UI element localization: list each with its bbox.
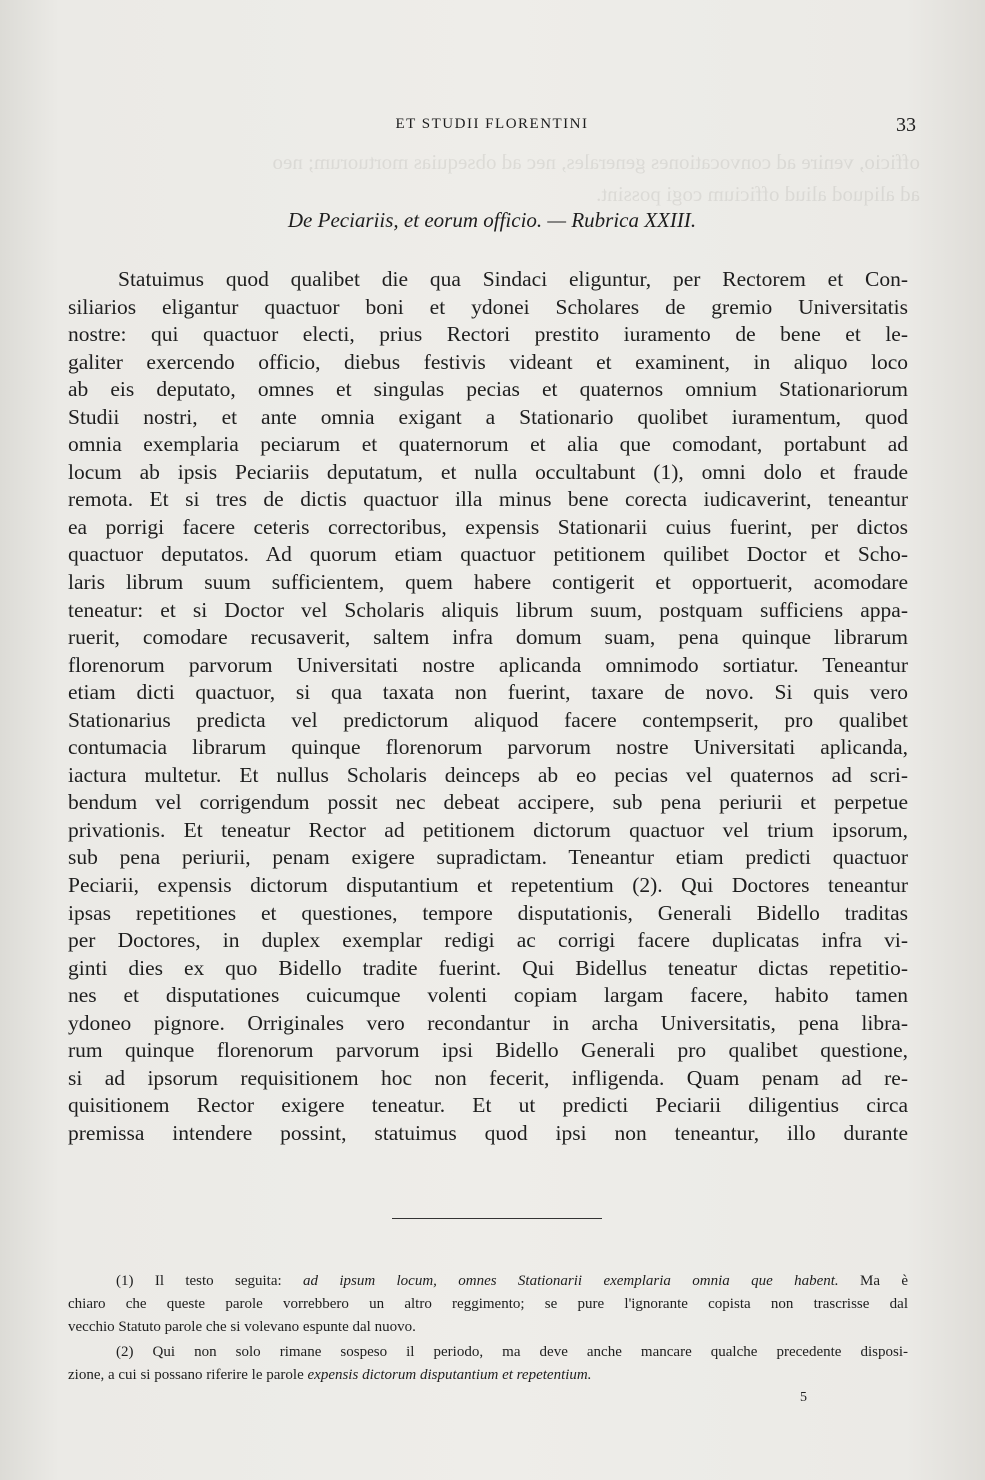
footnote-quote: ad ipsum locum, omnes Stationarii exemplaria omnia que habent. xyxy=(303,1273,839,1289)
text-line: ruerit, comodare recusaverit, saltem infra domum suam, pena quinque librarum xyxy=(68,625,908,650)
text-line: sub pena periurii, penam exigere supradictam. Teneantur etiam predicti quactuor xyxy=(68,845,908,870)
running-title: ET STUDII FLORENTINI xyxy=(395,116,589,132)
text-line: bendum vel corrigendum possit nec debeat accipere, sub pena periurii et perpetue xyxy=(68,790,908,815)
bleed-through-line: officio, venire ad convocationes generales, nec ad obsequias mortuorum; neo xyxy=(272,150,920,174)
footnote-line: vecchio Statuto parole che si volevano espunte dal nuovo. xyxy=(68,1319,416,1335)
text-line: rum quinque florenorum parvorum ipsi Bidello Generali pro qualibet questione, xyxy=(68,1038,908,1063)
text-line: privationis. Et teneatur Rector ad petitionem dictorum quactuor vel trium ipsorum, xyxy=(68,817,908,842)
page-header xyxy=(68,116,916,136)
text-line: locum ab ipsis Peciariis deputatum, et nulla occultabunt (1), omni dolo et fraude xyxy=(68,459,908,484)
text-line: ydoneo pignore. Orriginales vero recondantur in archa Universitatis, pena libra- xyxy=(68,1010,908,1035)
signature-mark: 5 xyxy=(800,1390,807,1405)
text-line: per Doctores, in duplex exemplar redigi ac corrigi facere duplicatas infra vi- xyxy=(68,928,908,953)
text-line: etiam dicti quactuor, si qua taxata non fuerint, taxare de novo. Si quis vero xyxy=(68,680,908,705)
footnote-quote: expensis dictorum disputantium et repetentium. xyxy=(307,1367,592,1383)
footnote-line xyxy=(68,1270,908,1293)
text-line: Studii nostri, et ante omnia exigant a Stationario quolibet iuramentum, quod xyxy=(68,404,908,429)
text-line: ginti dies ex quo Bidello tradite fuerint. Qui Bidellus teneatur dictas repetitio- xyxy=(68,955,908,980)
text-line: Statuimus quod qualibet die qua Sindaci eliguntur, per Rectorem et Con- xyxy=(118,267,908,291)
text-line: omnia exemplaria peciarum et quaternorum et alia que comodant, portabunt ad xyxy=(68,432,908,457)
text-line: quactuor deputatos. Ad quorum etiam quactuor petitionem quilibet Doctor et Scho- xyxy=(68,542,908,567)
text-line: ea porrigi facere ceteris correctoribus, expensis Stationarii cuius fuerint, per dictos xyxy=(68,514,908,539)
text-line: teneatur: et si Doctor vel Scholaris aliquis librum suum, postquam sufficiens appa- xyxy=(68,597,908,622)
text-line: florenorum parvorum Universitati nostre aplicanda omnimodo sortiatur. Teneantur xyxy=(68,652,908,677)
page-number: 33 xyxy=(896,114,916,136)
footnote-text: Ma è xyxy=(838,1273,908,1289)
footnote-line: (2) Qui non solo rimane sospeso il periodo, ma deve anche mancare qualche precedente disposi- xyxy=(116,1344,908,1360)
text-line: si ad ipsorum requisitionem hoc non fecerit, infligenda. Quam penam ad re- xyxy=(68,1065,908,1090)
footnote-text: zione, a cui si possano riferire le parole xyxy=(68,1367,308,1383)
bleed-through-line: ad aliquod aliud officium cogi possint. xyxy=(596,182,920,206)
text-line: Peciarii, expensis dictorum disputantium et repetentium (2). Qui Doctores teneantur xyxy=(68,873,908,898)
text-line: galiter exercendo officio, diebus festivis videant et examinent, in aliquo loco xyxy=(68,349,908,374)
footnotes xyxy=(68,1270,908,1389)
footnote-2 xyxy=(68,1341,908,1387)
body-text xyxy=(68,266,908,1181)
text-line: premissa intendere possint, statuimus quod ipsi non teneantur, illo durante xyxy=(68,1120,908,1145)
text-line: nostre: qui quactuor electi, prius Rectori prestito iuramento de bene et le- xyxy=(68,322,908,347)
text-line: laris librum suum sufficientem, quem habere contigerit et opportuerit, acomodare xyxy=(68,570,908,595)
footnote-line xyxy=(68,1364,908,1387)
text-line: nes et disputationes cuicumque volenti copiam largam facere, habito tamen xyxy=(68,983,908,1008)
footnote-line: chiaro che queste parole vorrebbero un altro reggimento; se pure l'ignorante copista non trascrisse dal xyxy=(68,1296,908,1312)
rubric-title: De Peciariis, et eorum officio. — Rubrica XXIII. xyxy=(287,208,697,232)
text-line: quisitionem Rector exigere teneatur. Et ut predicti Peciarii diligentius circa xyxy=(68,1093,908,1118)
text-line: iactura multetur. Et nullus Scholaris deinceps ab eo pecias vel quaternos ad scri- xyxy=(68,762,908,787)
text-line: ab eis deputato, omnes et singulas pecias et quaternos omnium Stationariorum xyxy=(68,377,908,402)
footnote-divider xyxy=(392,1218,602,1219)
text-line: remota. Et si tres de dictis quactuor illa minus bene corecta iudicaverint, teneantur xyxy=(68,487,908,512)
text-line: siliarios eligantur quactuor boni et ydonei Scholares de gremio Universitatis xyxy=(68,294,908,319)
text-line: ipsas repetitiones et questiones, tempore disputationis, Generali Bidello traditas xyxy=(68,900,908,925)
footnote-text: (1) Il testo seguita: xyxy=(116,1273,303,1289)
footnote-1 xyxy=(68,1270,908,1339)
text-line: Stationarius predicta vel predictorum aliquod facere contempserit, pro qualibet xyxy=(68,707,908,732)
text-line: contumacia librarum quinque florenorum parvorum nostre Universitati aplicanda, xyxy=(68,735,908,760)
